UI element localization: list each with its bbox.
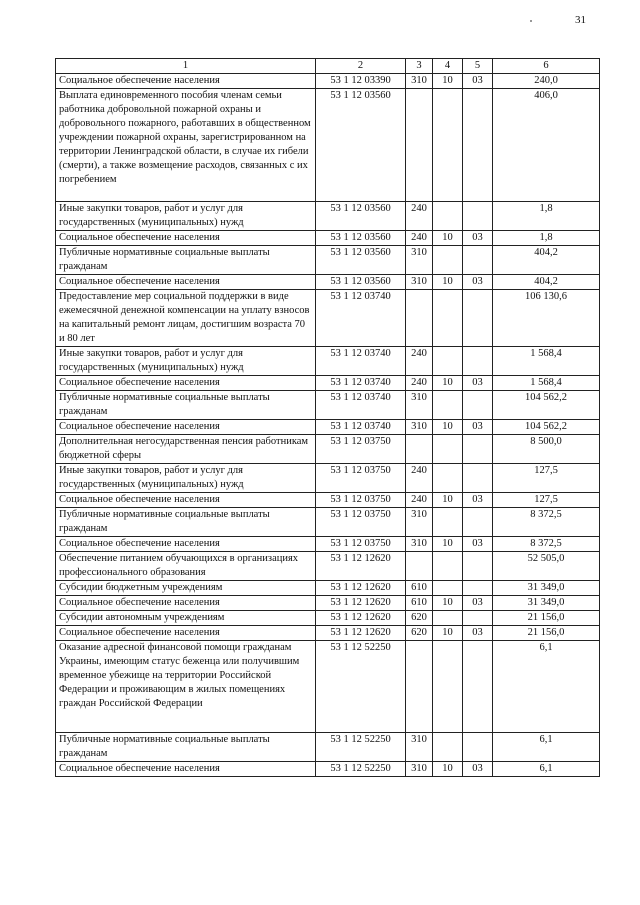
row-name-cell: Предоставление мер социальной поддержки в виде ежемесячной денежной компенсации на уплату взносов на капитальный ремонт лицам, достигшим возраста 70 и 80 лет: [56, 290, 316, 347]
row-name-cell: Социальное обеспечение населения: [56, 762, 316, 777]
scan-speck: [530, 20, 532, 22]
row-name-cell: Социальное обеспечение населения: [56, 626, 316, 641]
row-amount-cell: 8 500,0: [493, 435, 600, 464]
row-code-cell: 53 1 12 03740: [316, 391, 406, 420]
row-section-cell: [433, 733, 463, 762]
row-subsection-cell: [463, 552, 493, 581]
row-subsection-cell: [463, 464, 493, 493]
row-code-cell: 53 1 12 03390: [316, 74, 406, 89]
header-col-2: 2: [316, 59, 406, 74]
table-row: [56, 347, 600, 376]
row-expense-type-cell: 310: [406, 733, 433, 762]
row-code-cell: 53 1 12 03560: [316, 231, 406, 246]
table-row: [56, 581, 600, 596]
row-subsection-cell: 03: [463, 537, 493, 552]
row-code-cell: 53 1 12 12620: [316, 552, 406, 581]
header-col-3: 3: [406, 59, 433, 74]
row-code-cell: 53 1 12 12620: [316, 611, 406, 626]
row-subsection-cell: [463, 290, 493, 347]
header-col-4: 4: [433, 59, 463, 74]
row-subsection-cell: 03: [463, 493, 493, 508]
row-code-cell: 53 1 12 03750: [316, 508, 406, 537]
table-row: [56, 537, 600, 552]
row-section-cell: 10: [433, 626, 463, 641]
row-subsection-cell: [463, 611, 493, 626]
row-section-cell: [433, 290, 463, 347]
row-subsection-cell: [463, 733, 493, 762]
row-section-cell: [433, 347, 463, 376]
row-subsection-cell: 03: [463, 626, 493, 641]
row-expense-type-cell: [406, 290, 433, 347]
row-code-cell: 53 1 12 03750: [316, 537, 406, 552]
row-subsection-cell: 03: [463, 762, 493, 777]
row-code-cell: 53 1 12 03740: [316, 376, 406, 391]
row-section-cell: 10: [433, 231, 463, 246]
budget-table: [55, 58, 600, 777]
row-subsection-cell: [463, 641, 493, 733]
row-name-cell: Социальное обеспечение населения: [56, 493, 316, 508]
row-name-cell: Социальное обеспечение населения: [56, 596, 316, 611]
row-name-cell: Социальное обеспечение населения: [56, 231, 316, 246]
row-expense-type-cell: [406, 641, 433, 733]
row-section-cell: [433, 464, 463, 493]
row-section-cell: [433, 581, 463, 596]
row-expense-type-cell: 240: [406, 347, 433, 376]
row-code-cell: 53 1 12 52250: [316, 762, 406, 777]
row-section-cell: [433, 508, 463, 537]
header-row: [56, 59, 600, 74]
row-code-cell: 53 1 12 03750: [316, 493, 406, 508]
row-amount-cell: 104 562,2: [493, 391, 600, 420]
table-row: [56, 376, 600, 391]
row-code-cell: 53 1 12 03560: [316, 89, 406, 202]
row-expense-type-cell: 310: [406, 275, 433, 290]
row-amount-cell: 127,5: [493, 464, 600, 493]
header-col-6: 6: [493, 59, 600, 74]
table-row: [56, 464, 600, 493]
row-expense-type-cell: [406, 89, 433, 202]
row-subsection-cell: 03: [463, 231, 493, 246]
row-section-cell: 10: [433, 74, 463, 89]
row-expense-type-cell: 310: [406, 537, 433, 552]
table-row: [56, 508, 600, 537]
row-expense-type-cell: 310: [406, 762, 433, 777]
row-section-cell: [433, 202, 463, 231]
row-code-cell: 53 1 12 03740: [316, 290, 406, 347]
row-code-cell: 53 1 12 03750: [316, 435, 406, 464]
row-name-cell: Иные закупки товаров, работ и услуг для государственных (муниципальных) нужд: [56, 202, 316, 231]
table-row: [56, 626, 600, 641]
row-expense-type-cell: 240: [406, 464, 433, 493]
row-expense-type-cell: 610: [406, 596, 433, 611]
row-amount-cell: 1 568,4: [493, 376, 600, 391]
row-section-cell: [433, 391, 463, 420]
page-number: 31: [575, 14, 586, 26]
row-code-cell: 53 1 12 52250: [316, 641, 406, 733]
row-expense-type-cell: 240: [406, 376, 433, 391]
row-name-cell: Субсидии бюджетным учреждениям: [56, 581, 316, 596]
row-name-cell: Обеспечение питанием обучающихся в организациях профессионального образования: [56, 552, 316, 581]
row-code-cell: 53 1 12 03560: [316, 275, 406, 290]
row-amount-cell: 21 156,0: [493, 626, 600, 641]
row-section-cell: [433, 246, 463, 275]
row-expense-type-cell: 310: [406, 74, 433, 89]
row-section-cell: 10: [433, 537, 463, 552]
row-amount-cell: 406,0: [493, 89, 600, 202]
table-row: [56, 275, 600, 290]
table-row: [56, 435, 600, 464]
row-name-cell: Иные закупки товаров, работ и услуг для государственных (муниципальных) нужд: [56, 464, 316, 493]
row-code-cell: 53 1 12 03560: [316, 202, 406, 231]
row-section-cell: 10: [433, 762, 463, 777]
table-row: [56, 641, 600, 733]
row-section-cell: [433, 641, 463, 733]
row-name-cell: Социальное обеспечение населения: [56, 376, 316, 391]
row-section-cell: 10: [433, 376, 463, 391]
table-row: [56, 733, 600, 762]
header-col-1: 1: [56, 59, 316, 74]
row-name-cell: Социальное обеспечение населения: [56, 420, 316, 435]
row-amount-cell: 6,1: [493, 641, 600, 733]
row-subsection-cell: [463, 435, 493, 464]
table-row: [56, 290, 600, 347]
row-name-cell: Выплата единовременного пособия членам семьи работника добровольной пожарной охраны и добровольного пожарного, работавших в общественном учреждении пожарной охраны, зарегистрированном на территории Ленинградской области, в случае их гибели (смерти), а также возмещение расходов, связанных с их погребением: [56, 89, 316, 202]
row-expense-type-cell: 310: [406, 508, 433, 537]
row-amount-cell: 31 349,0: [493, 581, 600, 596]
row-expense-type-cell: 310: [406, 420, 433, 435]
row-expense-type-cell: [406, 435, 433, 464]
row-expense-type-cell: 620: [406, 626, 433, 641]
row-expense-type-cell: 610: [406, 581, 433, 596]
row-code-cell: 53 1 12 03740: [316, 347, 406, 376]
row-expense-type-cell: [406, 552, 433, 581]
row-subsection-cell: 03: [463, 376, 493, 391]
row-amount-cell: 240,0: [493, 74, 600, 89]
row-amount-cell: 21 156,0: [493, 611, 600, 626]
table-row: [56, 552, 600, 581]
row-code-cell: 53 1 12 03740: [316, 420, 406, 435]
table-row: [56, 420, 600, 435]
row-code-cell: 53 1 12 12620: [316, 626, 406, 641]
row-expense-type-cell: 620: [406, 611, 433, 626]
row-expense-type-cell: 240: [406, 202, 433, 231]
row-amount-cell: 1,8: [493, 231, 600, 246]
row-section-cell: [433, 89, 463, 202]
row-section-cell: [433, 611, 463, 626]
row-name-cell: Оказание адресной финансовой помощи гражданам Украины, имеющим статус беженца или получившим временное убежище на территории Российской Федерации и проживающим в жилых помещениях граждан Российской Федерации: [56, 641, 316, 733]
table-header: [56, 59, 600, 74]
row-name-cell: Субсидии автономным учреждениям: [56, 611, 316, 626]
row-name-cell: Публичные нормативные социальные выплаты гражданам: [56, 246, 316, 275]
table-row: [56, 231, 600, 246]
row-section-cell: [433, 435, 463, 464]
row-subsection-cell: [463, 89, 493, 202]
row-subsection-cell: [463, 246, 493, 275]
row-name-cell: Дополнительная негосударственная пенсия работникам бюджетной сферы: [56, 435, 316, 464]
row-name-cell: Социальное обеспечение населения: [56, 74, 316, 89]
row-amount-cell: 1,8: [493, 202, 600, 231]
row-amount-cell: 106 130,6: [493, 290, 600, 347]
row-amount-cell: 52 505,0: [493, 552, 600, 581]
row-expense-type-cell: 310: [406, 391, 433, 420]
table-row: [56, 391, 600, 420]
row-section-cell: 10: [433, 420, 463, 435]
row-amount-cell: 127,5: [493, 493, 600, 508]
row-expense-type-cell: 310: [406, 246, 433, 275]
row-amount-cell: 6,1: [493, 762, 600, 777]
row-name-cell: Публичные нормативные социальные выплаты гражданам: [56, 391, 316, 420]
row-name-cell: Иные закупки товаров, работ и услуг для государственных (муниципальных) нужд: [56, 347, 316, 376]
row-section-cell: 10: [433, 596, 463, 611]
table-row: [56, 493, 600, 508]
header-col-5: 5: [463, 59, 493, 74]
row-code-cell: 53 1 12 12620: [316, 581, 406, 596]
row-code-cell: 53 1 12 12620: [316, 596, 406, 611]
row-subsection-cell: 03: [463, 596, 493, 611]
row-section-cell: 10: [433, 493, 463, 508]
table-row: [56, 74, 600, 89]
row-code-cell: 53 1 12 03750: [316, 464, 406, 493]
row-expense-type-cell: 240: [406, 493, 433, 508]
row-name-cell: Публичные нормативные социальные выплаты гражданам: [56, 733, 316, 762]
row-subsection-cell: 03: [463, 74, 493, 89]
row-expense-type-cell: 240: [406, 231, 433, 246]
row-section-cell: 10: [433, 275, 463, 290]
row-amount-cell: 1 568,4: [493, 347, 600, 376]
row-amount-cell: 404,2: [493, 246, 600, 275]
row-amount-cell: 404,2: [493, 275, 600, 290]
table-row: [56, 202, 600, 231]
row-subsection-cell: [463, 581, 493, 596]
row-subsection-cell: [463, 391, 493, 420]
row-amount-cell: 31 349,0: [493, 596, 600, 611]
row-subsection-cell: [463, 202, 493, 231]
row-amount-cell: 104 562,2: [493, 420, 600, 435]
row-subsection-cell: [463, 347, 493, 376]
row-amount-cell: 6,1: [493, 733, 600, 762]
row-name-cell: Социальное обеспечение населения: [56, 537, 316, 552]
row-amount-cell: 8 372,5: [493, 508, 600, 537]
row-name-cell: Публичные нормативные социальные выплаты гражданам: [56, 508, 316, 537]
row-subsection-cell: 03: [463, 275, 493, 290]
table-row: [56, 611, 600, 626]
row-amount-cell: 8 372,5: [493, 537, 600, 552]
row-code-cell: 53 1 12 52250: [316, 733, 406, 762]
row-section-cell: [433, 552, 463, 581]
row-code-cell: 53 1 12 03560: [316, 246, 406, 275]
row-name-cell: Социальное обеспечение населения: [56, 275, 316, 290]
table-row: [56, 762, 600, 777]
table-row: [56, 89, 600, 202]
table-body: [56, 74, 600, 777]
row-subsection-cell: [463, 508, 493, 537]
row-subsection-cell: 03: [463, 420, 493, 435]
table-row: [56, 246, 600, 275]
table-row: [56, 596, 600, 611]
